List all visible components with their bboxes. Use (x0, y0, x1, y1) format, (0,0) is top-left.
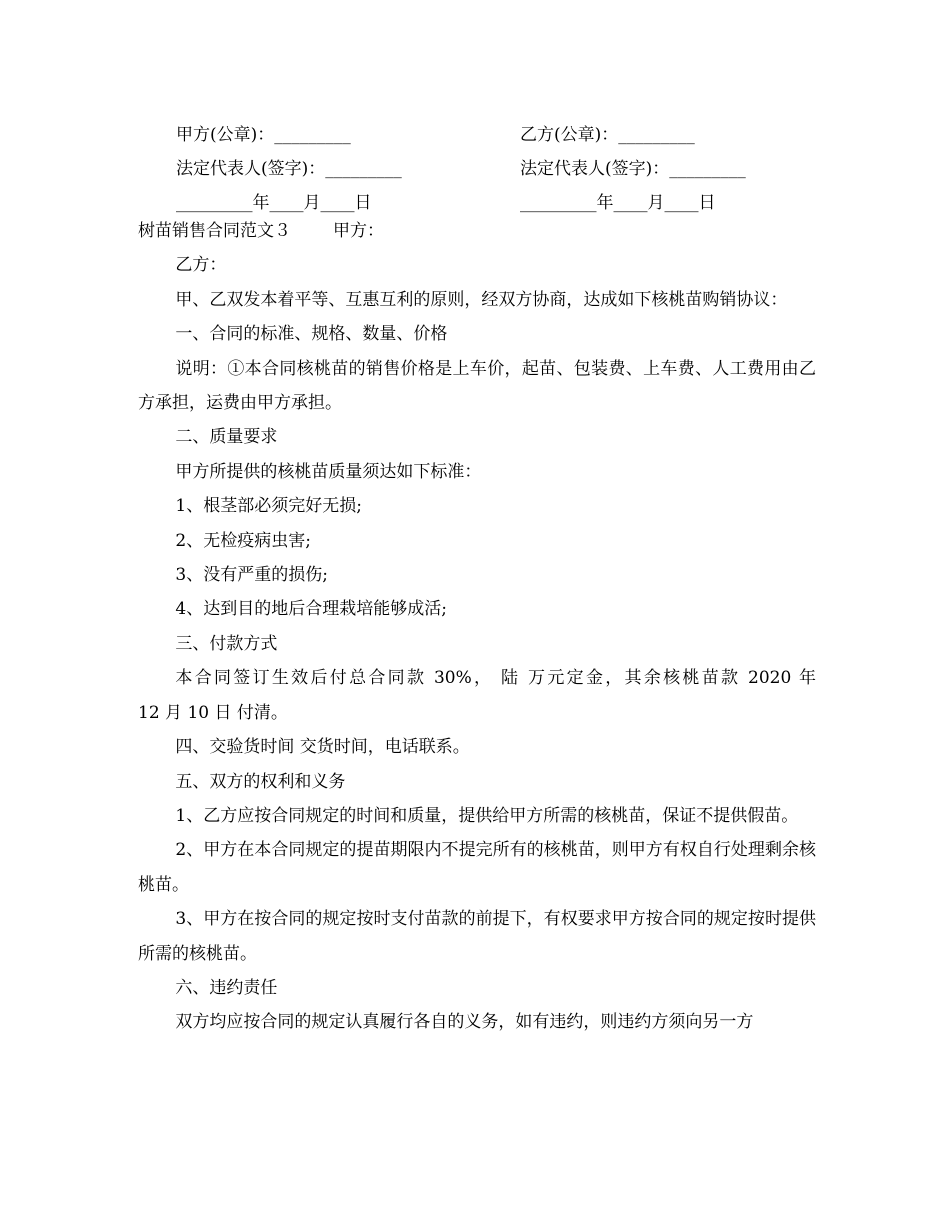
section-1-heading: 一、合同的标准、规格、数量、价格 (175, 324, 448, 345)
section-3-heading: 三、付款方式 (175, 633, 278, 654)
signature-row-seal (176, 118, 816, 152)
rights-item: 3、甲方在按合同的规定按时支付苗款的前提下，有权要求甲方按合同的规定按时提供所需的核桃苗。 (138, 909, 816, 964)
party-b-date-field: _________年____月____日 (520, 193, 716, 213)
quality-item: 4、达到目的地后合理栽培能够成活; (175, 599, 447, 620)
section-4-delivery: 四、交验货时间 交货时间，电话联系。 (175, 737, 470, 758)
signature-block (176, 118, 816, 220)
party-b-label: 乙方： (175, 255, 227, 276)
party-a-label: 甲方： (333, 221, 384, 241)
contract-intro: 甲、乙双发本着平等、互惠互利的原则，经双方协商，达成如下核桃苗购销协议： (175, 289, 788, 310)
party-a-seal-field: 甲方(公章)：_________ (176, 125, 351, 145)
quality-item: 3、没有严重的损伤; (175, 565, 328, 586)
payment-terms-line-1: 本合同签订生效后付总合同款 30%， 陆 万元定金，其余核桃苗款 2020 年 (175, 668, 816, 689)
section-1-note: 说明：①本合同核桃苗的销售价格是上车价，起苗、包装费、上车费、人工费用由乙方承担，运费由甲方承担。 (138, 358, 816, 414)
rights-item: 2、甲方在本合同规定的提苗期限内不提完所有的核桃苗，则甲方有权自行处理剩余核桃苗。 (138, 840, 816, 895)
quality-item: 1、根茎部必须完好无损; (175, 496, 362, 517)
section-6-text: 双方均应按合同的规定认真履行各自的义务，如有违约，则违约方须向另一方 (175, 1012, 754, 1033)
contract-title-line (138, 214, 816, 248)
quality-item: 2、无检疫病虫害; (175, 530, 311, 551)
payment-terms-line-2: 12 月 10 日 付清。 (138, 702, 288, 723)
party-a-date-field: _________年____月____日 (176, 193, 372, 213)
signature-row-representative (176, 152, 816, 186)
section-2-lead: 甲方所提供的核桃苗质量须达如下标准： (175, 461, 482, 482)
contract-body (138, 214, 816, 1040)
party-b-seal-field: 乙方(公章)：_________ (520, 125, 695, 145)
section-6-heading: 六、违约责任 (175, 977, 278, 998)
section-5-heading: 五、双方的权利和义务 (175, 771, 346, 792)
section-2-heading: 二、质量要求 (175, 427, 278, 448)
contract-title: 树苗销售合同范文３ (138, 221, 291, 241)
rights-item: 1、乙方应按合同规定的时间和质量，提供给甲方所需的核桃苗，保证不提供假苗。 (175, 805, 799, 826)
party-b-representative-field: 法定代表人(签字)：_________ (520, 159, 746, 179)
party-a-representative-field: 法定代表人(签字)：_________ (176, 159, 402, 179)
